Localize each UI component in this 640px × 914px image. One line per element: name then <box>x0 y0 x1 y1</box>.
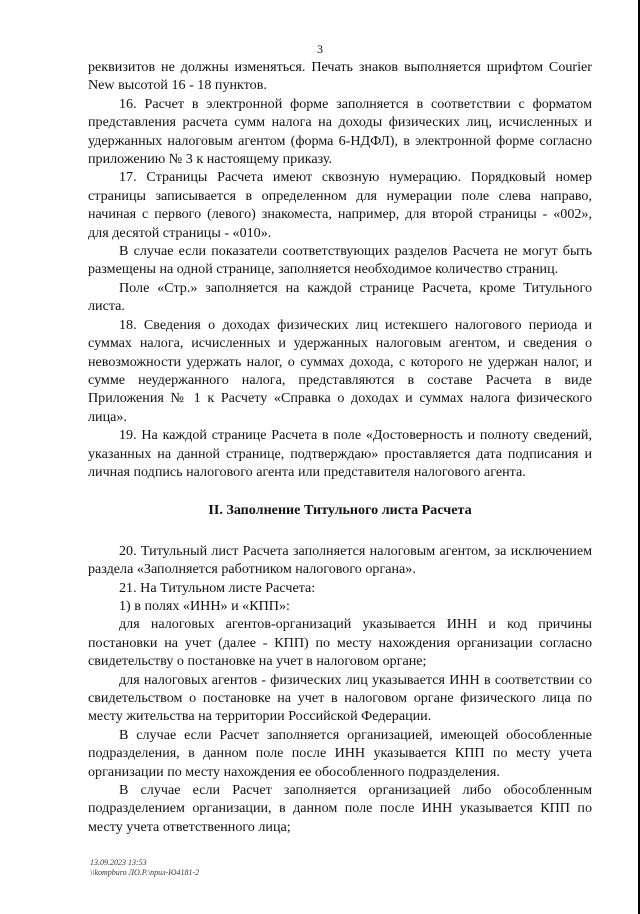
paragraph-19: 19. На каждой странице Расчета в поле «Достоверность и полноту сведений, указанных на данной странице, подтверждаю» проставляется дата подписания и личная подпись налогового агента или представителя налогового агента. <box>88 427 592 480</box>
paragraph-18: 18. Сведения о доходах физических лиц истекшего налогового периода и суммах налога, исчисленных и удержанных налоговым агентом, и сведения о невозможности удержать налог, о суммах дохода, с которого не удержан налог, и сумме неудержанного налога, представляются в составе Расчета в виде Приложения № 1 к Расчету «Справка о доходах и суммах налога физического лица». <box>88 316 592 425</box>
paragraph-17-page-field: Поле «Стр.» заполняется на каждой странице Расчета, кроме Титульного листа. <box>88 279 592 315</box>
paragraph-organizations: для налоговых агентов-организаций указывается ИНН и код причины постановки на учет (далее - КПП) по месту нахождения организации согласно свидетельству о постановке на учет в налоговом органе; <box>88 616 592 670</box>
document-body <box>88 58 592 836</box>
paragraph-responsible-person: В случае если Расчет заполняется организацией либо обособленным подразделением организации, в данном поле после ИНН указывается КПП по месту учета ответственного лица; <box>88 782 592 835</box>
section-heading: II. Заполнение Титульного листа Расчета <box>208 502 472 519</box>
paragraph-separate-divisions: В случае если Расчет заполняется организацией, имеющей обособленные подразделения, в данном поле после ИНН указывается КПП по месту учета организации по месту нахождения ее обособленного подразделения. <box>88 726 592 780</box>
footer-timestamp: 13.09.2023 13:53 <box>90 858 147 867</box>
paragraph-individuals: для налоговых агентов - физических лиц указывается ИНН в соответствии со свидетельством о постановке на учет в налоговом органе физического лица по месту жительства на территории Российской Федерации. <box>88 671 592 725</box>
document-footer <box>90 858 199 878</box>
paragraph-17-multipage: В случае если показатели соответствующих разделов Расчета не могут быть размещены на одной странице, заполняется необходимое количество страниц. <box>88 243 592 278</box>
paragraph-21-item-1: 1) в полях «ИНН» и «КПП»: <box>119 597 290 614</box>
footer-filepath: \\kompburo ЛО.Р.\прил-Ю4181-2 <box>90 868 200 877</box>
paragraph-continuation: реквизитов не должны изменяться. Печать знаков выполняется шрифтом Courier New высотой 16 - 18 пунктов. <box>88 59 592 94</box>
paragraph-21: 21. На Титульном листе Расчета: <box>119 579 316 596</box>
page-number: 3 <box>317 42 323 56</box>
paragraph-20: 20. Титульный лист Расчета заполняется налоговым агентом, за исключением раздела «Заполняется работником налогового органа». <box>88 542 592 578</box>
paragraph-16: 16. Расчет в электронной форме заполняется в соответствии с форматом представления расчета сумм налога на доходы физических лиц, исчисленных и удержанных налоговым агентом (форма 6-НДФЛ), в электронной форме согласно приложению № 3 к настоящему приказу. <box>88 95 592 168</box>
paragraph-17: 17. Страницы Расчета имеют сквозную нумерацию. Порядковый номер страницы записывается в определенном для нумерации поле слева направо, начиная с первого (левого) знакоместа, например, для второй страницы - «002», для десятой страницы - «010». <box>88 169 592 241</box>
